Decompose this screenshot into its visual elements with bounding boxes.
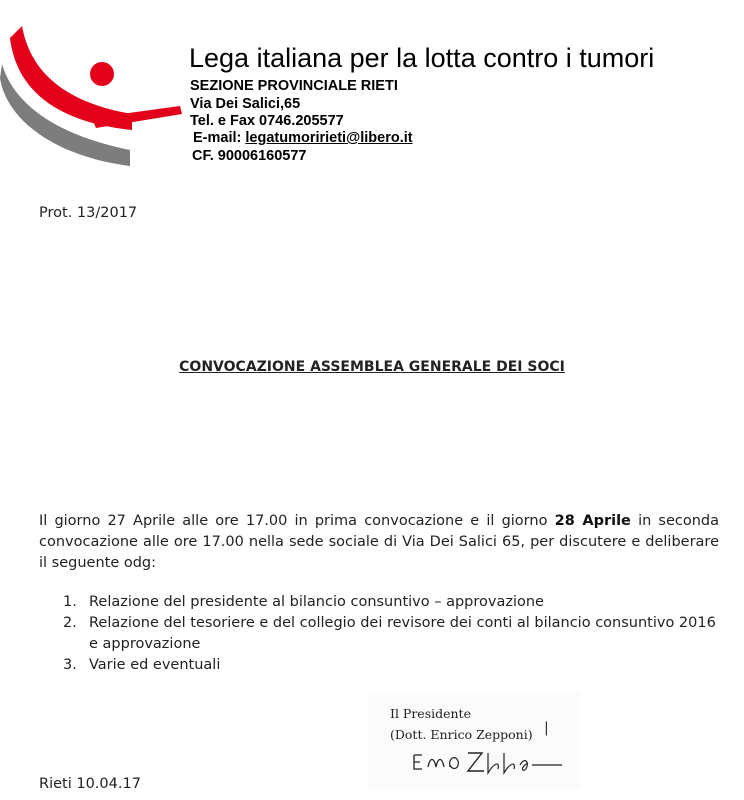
- org-section: SEZIONE PROVINCIALE RIETI: [190, 78, 398, 94]
- org-address: Via Dei Salici,65: [190, 96, 301, 112]
- handwritten-signature: [408, 743, 568, 777]
- org-phone: Tel. e Fax 0746.205577: [190, 113, 344, 129]
- agenda-item-text: Relazione del presidente al bilancio consuntivo – approvazione: [89, 594, 544, 610]
- agenda-item-text: Relazione del tesoriere e del collegio dei revisore dei conti al bilancio consuntivo 2016 e approvazione: [89, 615, 716, 652]
- agenda-item-number: 3.: [63, 657, 77, 673]
- org-name: Lega italiana per la lotta contro i tumori: [189, 43, 655, 73]
- org-email-line: [193, 129, 413, 147]
- agenda-list: [39, 592, 719, 676]
- org-cf: CF. 90006160577: [192, 148, 307, 164]
- signature-role: Il Presidente: [390, 706, 471, 721]
- org-email-label: E-mail:: [193, 130, 242, 146]
- paragraph-part-2: in seconda convocazione alle ore 17.00 nella sede sociale di Via Dei Salici 65, per discutere e deliberare il seguente odg:: [39, 513, 720, 571]
- protocol-number: Prot. 13/2017: [39, 205, 138, 221]
- signature-tick-mark: |: [544, 720, 549, 736]
- paragraph-part-1: Il giorno 27 Aprile alle ore 17.00 in prima convocazione e il giorno: [39, 513, 548, 529]
- agenda-item-text: Varie ed eventuali: [89, 657, 221, 673]
- org-email-link[interactable]: legatumoririeti@libero.it: [245, 130, 413, 146]
- convocation-paragraph: [39, 511, 719, 574]
- logo-red-dot: [90, 62, 114, 86]
- agenda-item-number: 1.: [63, 594, 77, 610]
- lilt-logo: [0, 18, 186, 168]
- place-date: Rieti 10.04.17: [39, 776, 141, 792]
- agenda-item: [39, 592, 719, 613]
- agenda-item-number: 2.: [63, 615, 77, 631]
- document-title: CONVOCAZIONE ASSEMBLEA GENERALE DEI SOCI: [179, 359, 565, 375]
- agenda-item: [39, 655, 719, 676]
- signature-name: (Dott. Enrico Zepponi): [390, 727, 533, 742]
- agenda-item: [39, 613, 719, 655]
- paragraph-bold-date: 28 Aprile: [554, 513, 631, 529]
